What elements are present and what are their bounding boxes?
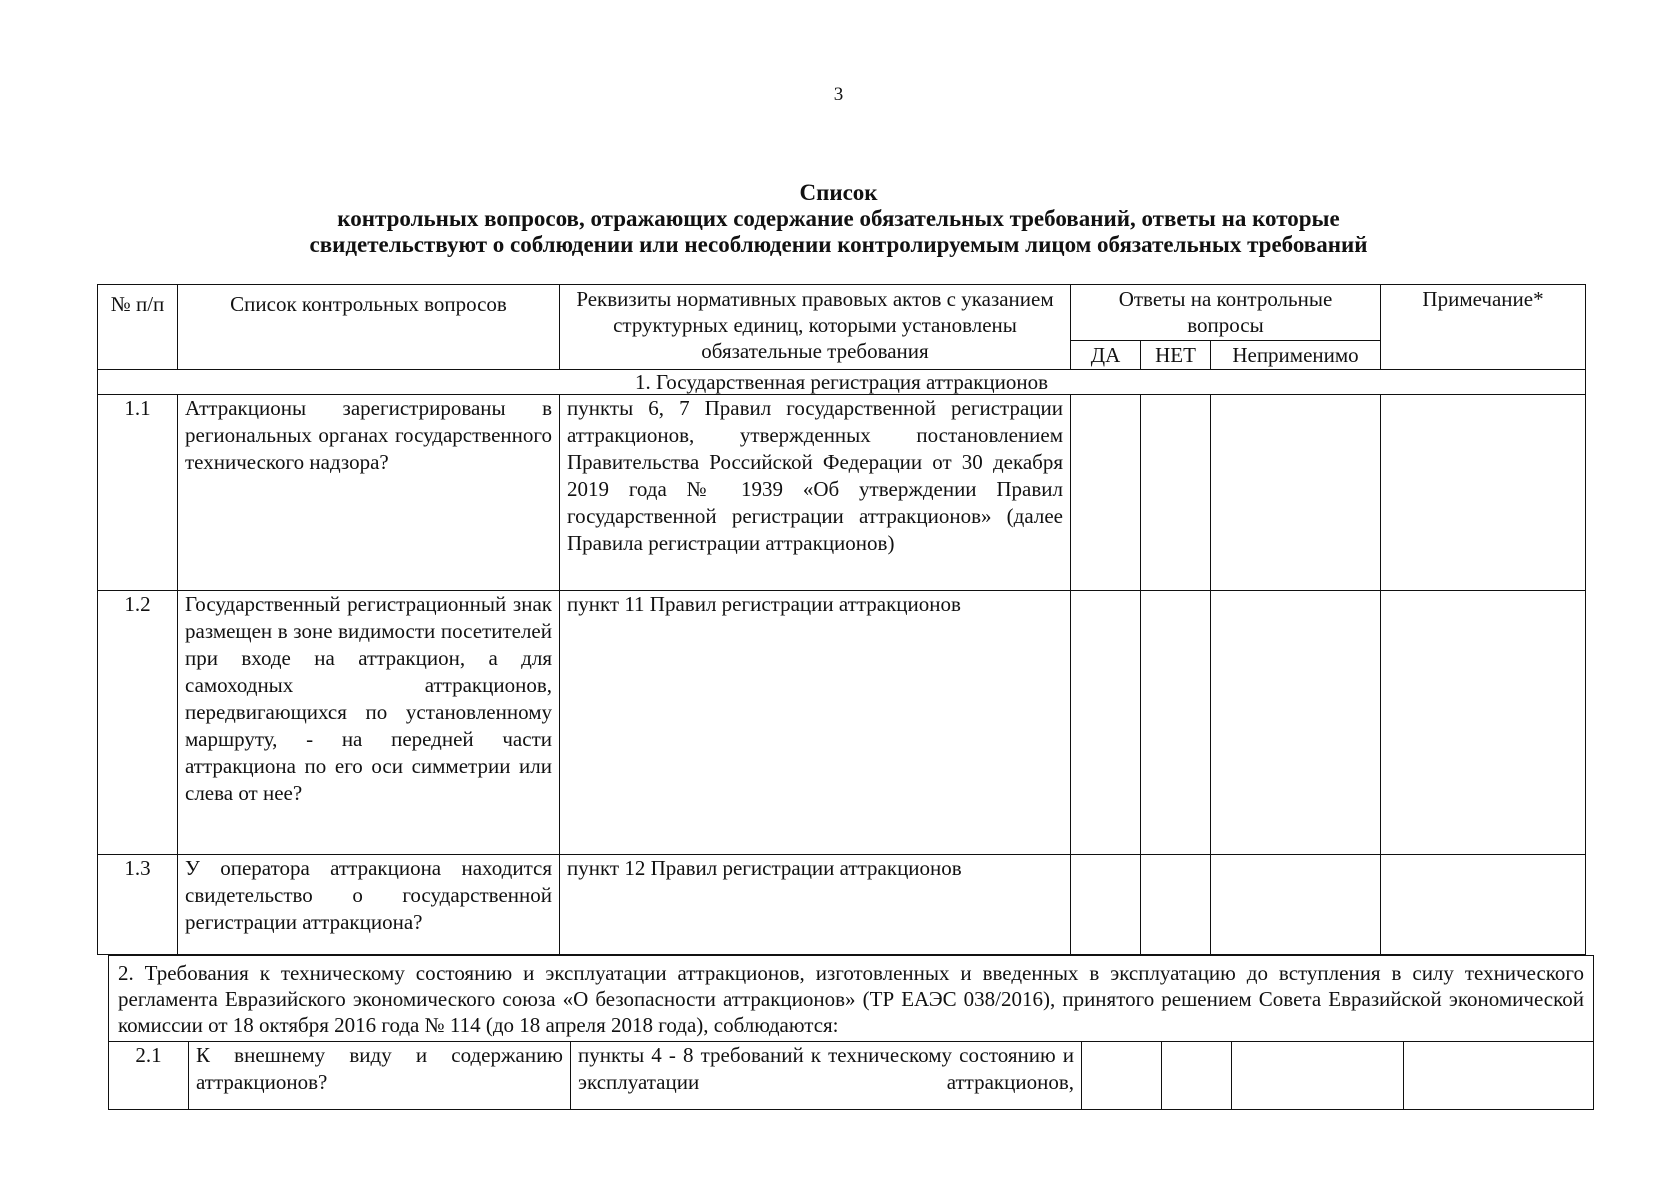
- header-yes: ДА: [1071, 341, 1141, 370]
- note-cell: [1381, 395, 1586, 591]
- row-num: 1.2: [98, 591, 178, 855]
- answer-yes-cell: [1071, 591, 1141, 855]
- title-line-2: контрольных вопросов, отражающих содержание обязательных требований, ответы на которые: [337, 206, 1340, 231]
- note-cell: [1381, 855, 1586, 955]
- row-num: 1.3: [98, 855, 178, 955]
- title-line-1: Список: [799, 180, 878, 205]
- header-na: Неприменимо: [1211, 341, 1381, 370]
- row-num: 1.1: [98, 395, 178, 591]
- answer-no-cell: [1141, 395, 1211, 591]
- header-note: Примечание*: [1381, 285, 1586, 370]
- row-requisites: пункты 4 - 8 требований к техническому состоянию и эксплуатации аттракционов,: [571, 1042, 1082, 1110]
- answer-na-cell: [1232, 1042, 1404, 1110]
- answer-na-cell: [1211, 591, 1381, 855]
- answer-yes-cell: [1071, 395, 1141, 591]
- note-cell: [1381, 591, 1586, 855]
- table-row: [98, 855, 1586, 955]
- answer-yes-cell: [1071, 855, 1141, 955]
- document-title: [120, 180, 1557, 258]
- row-question: Аттракционы зарегистрированы в региональных органах государственного технического надзора?: [178, 395, 560, 591]
- checklist-table: [97, 284, 1586, 955]
- row-requisites: пункт 11 Правил регистрации аттракционов: [560, 591, 1071, 855]
- section-1-heading: 1. Государственная регистрация аттракционов: [98, 370, 1586, 395]
- answer-na-cell: [1211, 855, 1381, 955]
- header-num: № п/п: [98, 285, 178, 370]
- table-row: [98, 395, 1586, 591]
- note-cell: [1404, 1042, 1594, 1110]
- header-questions: Список контрольных вопросов: [178, 285, 560, 370]
- page-number: 3: [833, 84, 844, 105]
- table-row: [109, 1042, 1594, 1110]
- answer-no-cell: [1141, 591, 1211, 855]
- title-line-3: свидетельствуют о соблюдении или несоблюдении контролируемым лицом обязательных требований: [309, 232, 1368, 257]
- row-question: У оператора аттракциона находится свидетельство о государственной регистрации аттракциона?: [178, 855, 560, 955]
- answer-no-cell: [1141, 855, 1211, 955]
- header-no: НЕТ: [1141, 341, 1211, 370]
- answer-na-cell: [1211, 395, 1381, 591]
- header-answers: Ответы на контрольные вопросы: [1071, 285, 1381, 341]
- header-requisites: Реквизиты нормативных правовых актов с указанием структурных единиц, которыми установлены обязательные требования: [560, 285, 1071, 370]
- answer-yes-cell: [1082, 1042, 1162, 1110]
- row-requisites: пункт 12 Правил регистрации аттракционов: [560, 855, 1071, 955]
- section-2-heading: 2. Требования к техническому состоянию и эксплуатации аттракционов, изготовленных и введенных в эксплуатацию до вступления в силу технического регламента Евразийского экономического союза «О безопасности аттракционов» (ТР ЕАЭС 038/2016), принятого решением Совета Евразийской экономической комиссии от 18 октября 2016 года № 114 (до 18 апреля 2018 года), соблюдаются:: [109, 956, 1594, 1042]
- row-question: Государственный регистрационный знак размещен в зоне видимости посетителей при входе на аттракцион, а для самоходных аттракционов, передвигающихся по установленному маршруту, - на передней части аттракциона по его оси симметрии или слева от нее?: [178, 591, 560, 855]
- row-requisites: пункты 6, 7 Правил государственной регистрации аттракционов, утвержденных постановлением Правительства Российской Федерации от 30 декабря 2019 года № 1939 «Об утверждении Правил государственной регистрации аттракционов» (далее Правила регистрации аттракционов): [560, 395, 1071, 591]
- table-row: [98, 591, 1586, 855]
- row-num: 2.1: [109, 1042, 189, 1110]
- checklist-table-section-2: [108, 955, 1594, 1110]
- row-question: К внешнему виду и содержанию аттракционов?: [189, 1042, 571, 1110]
- answer-no-cell: [1162, 1042, 1232, 1110]
